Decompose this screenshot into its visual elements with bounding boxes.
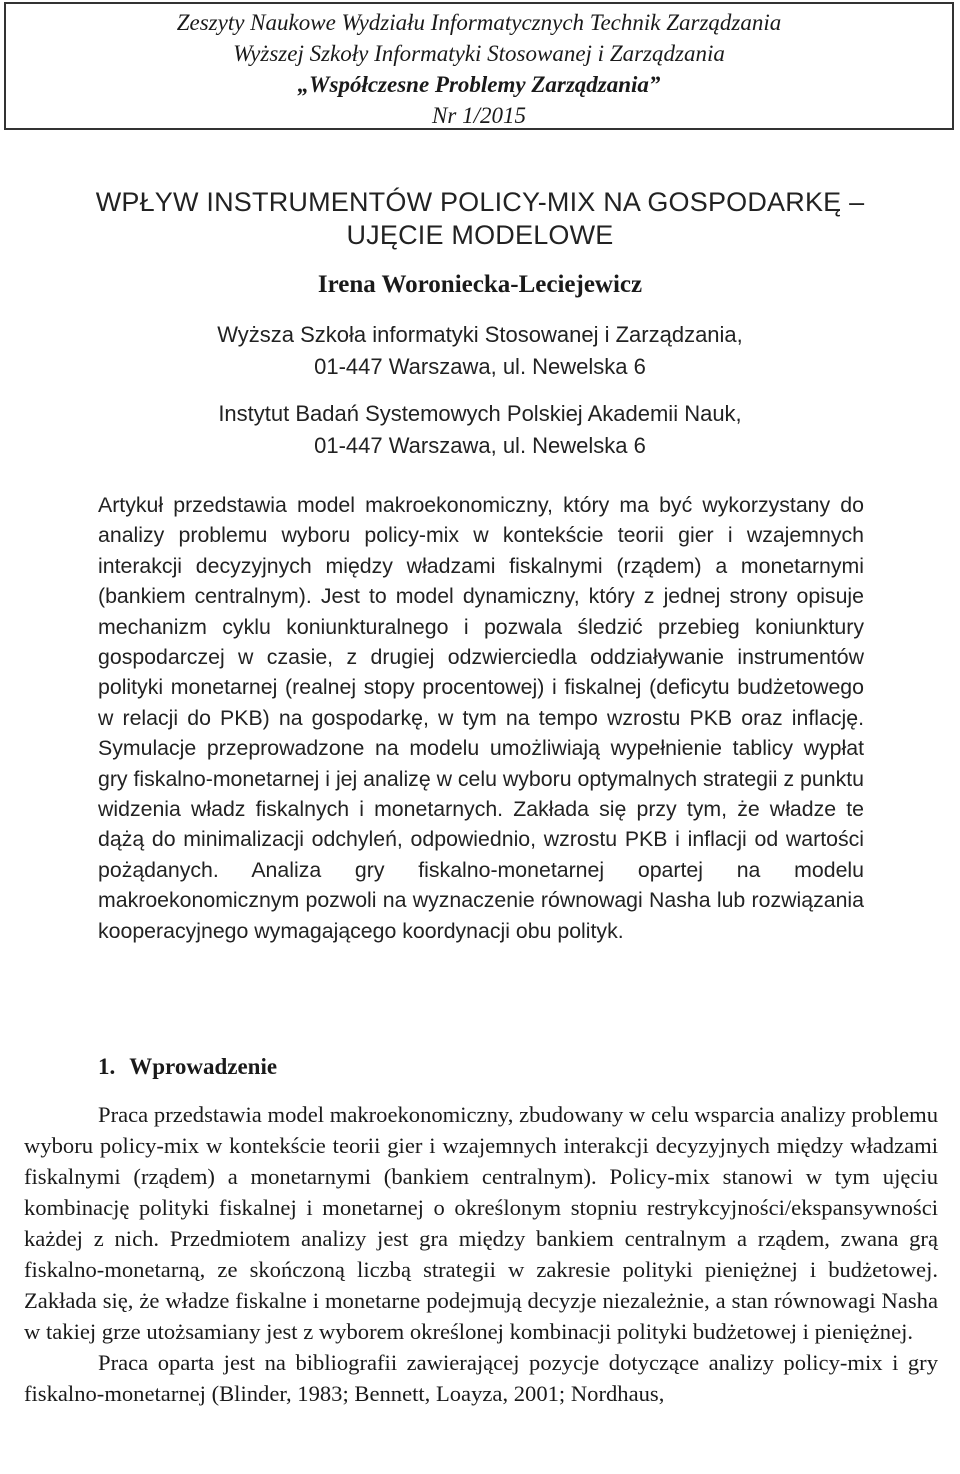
affiliation-1-line1: Wyższa Szkoła informatyki Stosowanej i Zarządzania, bbox=[217, 322, 743, 347]
section-number: 1. bbox=[98, 1054, 116, 1079]
paper-title-line2: UJĘCIE MODELOWE bbox=[346, 220, 614, 250]
journal-issue-title: „Współczesne Problemy Zarządzania” bbox=[297, 72, 661, 97]
affiliation-1-line2: 01-447 Warszawa, ul. Newelska 6 bbox=[314, 354, 646, 379]
body-paragraph: Praca przedstawia model makroekonomiczny, zbudowany w celu wsparcia analizy problemu wyboru policy-mix w kontekście teorii gier i wzajemnych interakcji decyzyjnych między władzami fiskalnymi (rządem) a monetarnymi (bankiem centralnym). Policy-mix stanowi w tym ujęciu kombinację polityki fiskalnej i monetarnej o określonym stopniu restrykcyjności/ekspansywności każdej z nich. Przedmiotem analizy jest gra między bankiem centralnym a rządem, zwana grą fiskalno-monetarną, ze skończoną liczbą strategii w zakresie polityki pieniężnej i budżetowej. Zakłada się, że władze fiskalne i monetarne podejmują decyzje niezależnie, a stan równowagi Nasha w takiej grze utożsamiany jest z wyborem określonej kombinacji polityki budżetowej i pieniężnej. bbox=[24, 1102, 938, 1344]
affiliation-2 bbox=[0, 398, 960, 462]
section-heading bbox=[98, 1052, 277, 1082]
affiliation-1 bbox=[0, 319, 960, 383]
journal-issue-number: Nr 1/2015 bbox=[432, 103, 526, 128]
journal-header bbox=[4, 2, 954, 130]
paper-title bbox=[0, 186, 960, 252]
journal-name-line2: Wyższej Szkoły Informatyki Stosowanej i Zarządzania bbox=[233, 41, 725, 66]
affiliation-2-line1: Instytut Badań Systemowych Polskiej Akademii Nauk, bbox=[218, 401, 742, 426]
section-title: Wprowadzenie bbox=[129, 1054, 278, 1079]
paper-title-line1: WPŁYW INSTRUMENTÓW POLICY-MIX NA GOSPODARKĘ – bbox=[95, 187, 865, 217]
section-body bbox=[24, 1099, 938, 1409]
affiliation-2-line2: 01-447 Warszawa, ul. Newelska 6 bbox=[314, 433, 646, 458]
abstract: Artykuł przedstawia model makroekonomiczny, który ma być wykorzystany do analizy problemu wyboru policy-mix w kontekście teorii gier i wzajemnych interakcji decyzyjnych między władzami fiskalnymi (rządem) a monetarnymi (bankiem centralnym). Jest to model dynamiczny, który z jednej strony opisuje mechanizm cyklu koniunkturalnego i pozwala śledzić przebieg koniunktury gospodarczej w czasie, z drugiej odzwierciedla oddziaływanie instrumentów polityki monetarnej (realnej stopy procentowej) i fiskalnej (deficytu budżetowego w relacji do PKB) na gospodarkę, w tym na tempo wzrostu PKB oraz inflację. Symulacje przeprowadzone na modelu umożliwiają wypełnienie tablicy wypłat gry fiskalno-monetarnej i jej analizę w celu wyboru optymalnych strategii z punktu widzenia władz fiskalnych i monetarnych. Zakłada się przy tym, że władze te dążą do minimalizacji odchyleń, odpowiednio, wzrostu PKB i inflacji od wartości pożądanych. Analiza gry fiskalno-monetarnej opartej na modelu makroekonomicznym pozwoli na wyznaczenie równowagi Nasha lub rozwiązania kooperacyjnego wymagającego koordynacji obu polityk. bbox=[98, 493, 864, 943]
journal-name-line1: Zeszyty Naukowe Wydziału Informatycznych Technik Zarządzania bbox=[176, 10, 782, 35]
author-name: Irena Woroniecka-Leciejewicz bbox=[317, 271, 643, 298]
body-paragraph: Praca oparta jest na bibliografii zawierającej pozycje dotyczące analizy policy-mix i gry fiskalno-monetarnej (Blinder, 1983; Bennett, Loayza, 2001; Nordhaus, bbox=[24, 1350, 938, 1406]
